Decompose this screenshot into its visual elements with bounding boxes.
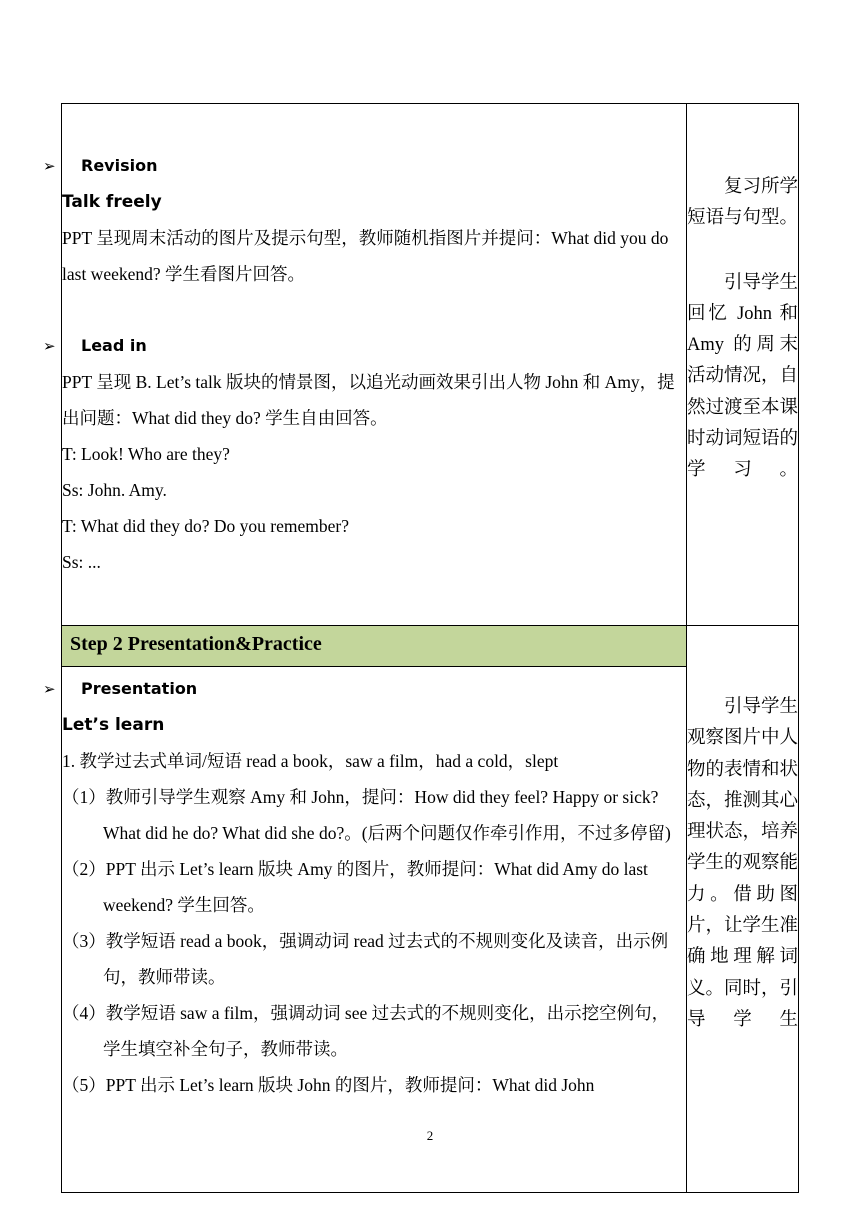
arrow-bullet-icon: ➢ [43, 337, 56, 355]
page-number: 2 [426, 1128, 434, 1143]
warmup-row [62, 104, 799, 626]
arrow-bullet-icon: ➢ [43, 680, 56, 699]
note-review: 复习所学短语与句型。 [687, 177, 799, 229]
dialogue-line: Ss: ... [62, 552, 101, 572]
warmup-content-cell [43, 104, 687, 626]
note-observe: 引导学生观察图片中人物的表情和状态，推测其心理状态，培养学生的观察能力。借助图片，让学生准确地理解词义。同时，引导学生 [687, 697, 799, 1030]
dialogue-line: T: Look! Who are they? [62, 444, 230, 464]
presentation-content-cell [43, 667, 687, 1193]
lets-learn-subheading: Let’s learn [62, 715, 165, 736]
step2-row [62, 626, 799, 667]
step-item: （1）教师引导学生观察 Amy 和 John，提问：How did they feel? Happy or sick? What did he do? What did she do?。(后两个问题仅作牵引作用，不过多停留) [62, 787, 671, 844]
lead-in-paragraph: PPT 呈现 B. Let’s talk 版块的情景图，以追光动画效果引出人物 John 和 Amy，提出问题：What did they do? 学生自由回答。 [62, 372, 675, 428]
lead-in-heading [43, 328, 686, 364]
step2-title: Step 2 Presentation&Practice [62, 626, 687, 667]
revision-heading-text: Revision [81, 156, 158, 175]
presentation-notes-cell [687, 626, 799, 1193]
dialogue-line: Ss: John. Amy. [62, 480, 167, 500]
note-recall: 引导学生回忆 John 和 Amy 的周末活动情况，自然过渡至本课时动词短语的学习。 [687, 272, 799, 481]
arrow-bullet-icon: ➢ [43, 157, 56, 175]
talk-freely-subheading: Talk freely [62, 192, 162, 212]
step-item: （5）PPT 出示 Let’s learn 版块 John 的图片，教师提问：What did John [62, 1075, 595, 1096]
step-item: （3）教学短语 read a book，强调动词 read 过去式的不规则变化及读音，出示例句，教师带读。 [62, 931, 669, 988]
item-1: 1. 教学过去式单词/短语 read a book，saw a film，had a cold，slept [62, 751, 559, 772]
revision-paragraph: PPT 呈现周末活动的图片及提示句型，教师随机指图片并提问：What did you do last weekend? 学生看图片回答。 [62, 228, 669, 284]
lesson-plan-table [43, 103, 799, 1193]
step-item: （2）PPT 出示 Let’s learn 版块 Amy 的图片，教师提问：What did Amy do last weekend? 学生回答。 [62, 859, 648, 916]
warmup-notes-cell [687, 104, 799, 626]
lead-in-heading-text: Lead in [81, 336, 147, 355]
revision-heading [43, 148, 686, 184]
dialogue-line: T: What did they do? Do you remember? [62, 516, 349, 536]
presentation-heading [43, 671, 686, 707]
presentation-heading-text: Presentation [81, 679, 198, 699]
step-item: （4）教学短语 saw a film，强调动词 see 过去式的不规则变化，出示挖空例句，学生填空补全句子，教师带读。 [62, 1003, 670, 1060]
